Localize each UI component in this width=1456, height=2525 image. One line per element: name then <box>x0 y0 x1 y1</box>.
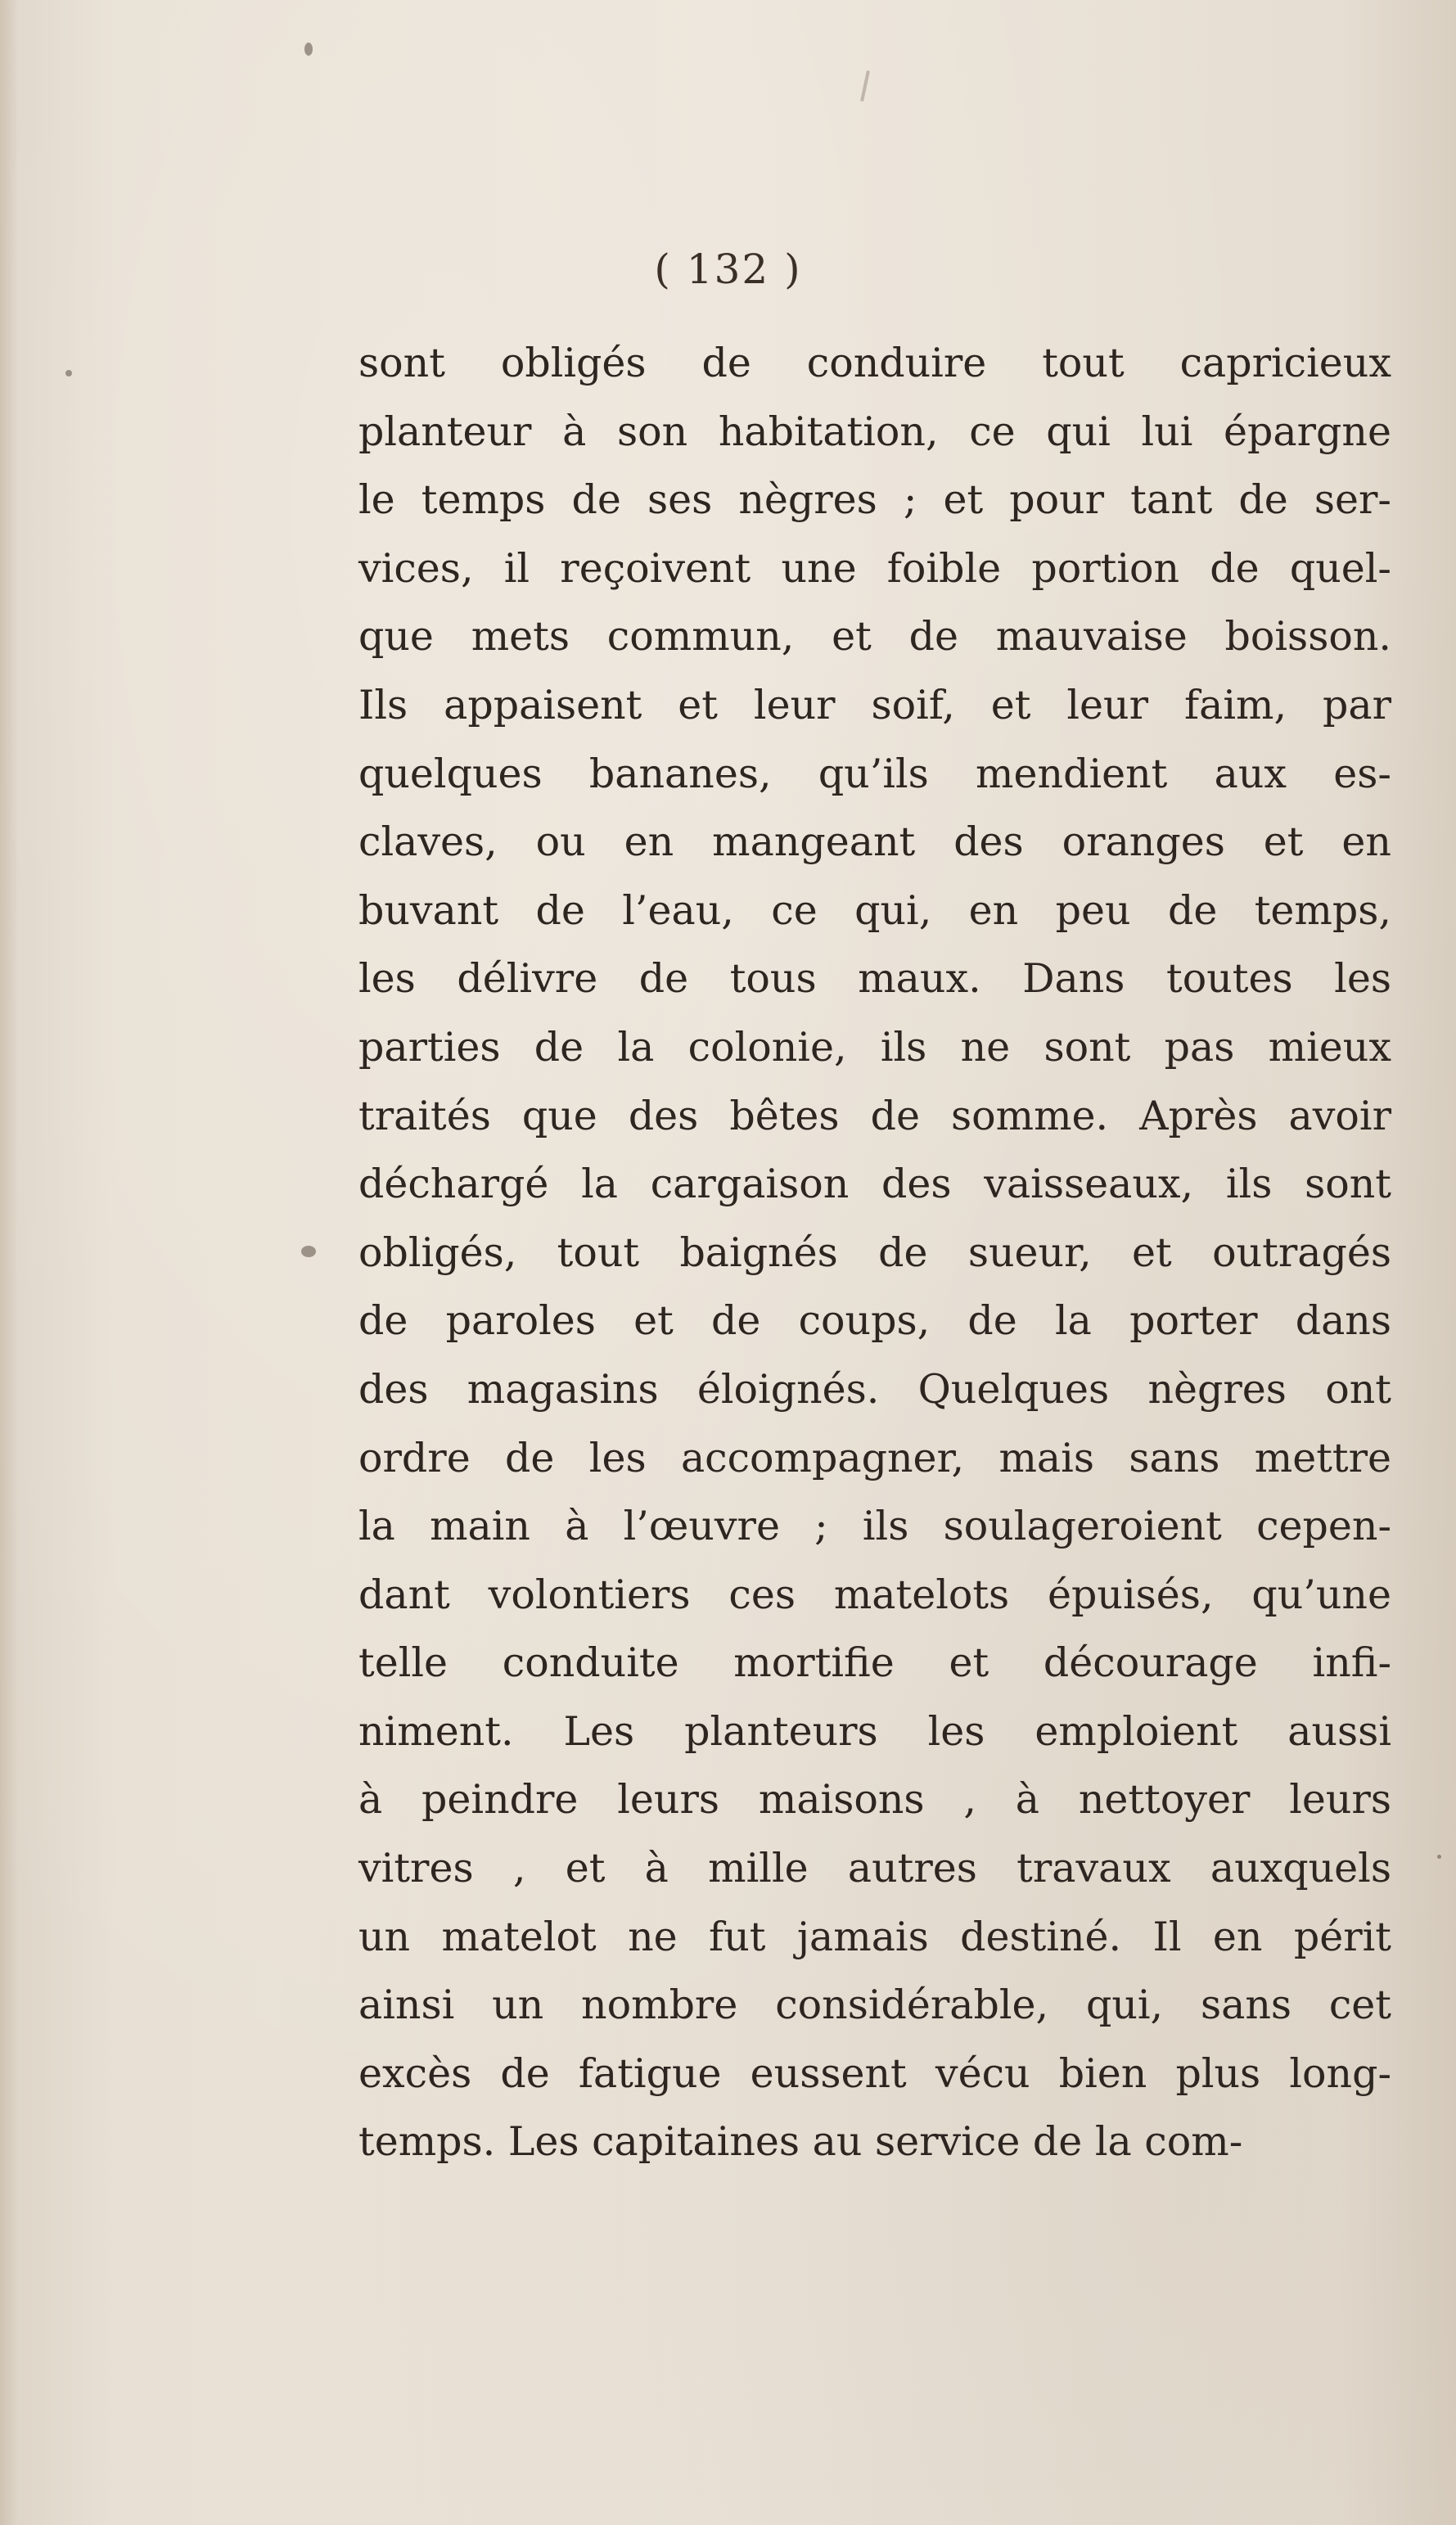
text-line: parties de la colonie, ils ne sont pas mieux <box>358 1023 1391 1071</box>
page-number: ( 132 ) <box>654 246 802 293</box>
ink-speck <box>1437 1855 1441 1859</box>
text-line: claves, ou en mangeant des oranges et en <box>358 818 1391 866</box>
text-line: un matelot ne fut jamais destiné. Il en périt <box>358 1913 1391 1960</box>
text-line: de paroles et de coups, de la porter dans <box>358 1297 1391 1345</box>
text-line: que mets commun, et de mauvaise boisson. <box>358 613 1391 661</box>
text-line: la main à l’œuvre ; ils soulageroient cepen- <box>358 1503 1391 1550</box>
text-line: sont obligés de conduire tout capricieux <box>358 340 1391 386</box>
text-line: traités que des bêtes de somme. Après avoir <box>358 1092 1391 1139</box>
text-line: ainsi un nombre considérable, qui, sans cet <box>358 1982 1391 2029</box>
text-line: dant volontiers ces matelots épuisés, qu’une <box>358 1571 1391 1618</box>
text-line: déchargé la cargaison des vaisseaux, ils sont <box>358 1161 1391 1208</box>
ink-speck <box>65 370 72 376</box>
text-line: des magasins éloignés. Quelques nègres ont <box>358 1365 1391 1413</box>
body-text <box>358 329 1391 2176</box>
ink-speck <box>304 43 313 56</box>
text-line: niment. Les planteurs les emploient aussi <box>358 1707 1391 1755</box>
ink-speck <box>301 1246 316 1257</box>
text-line: planteur à son habitation, ce qui lui épargne <box>358 408 1391 455</box>
page-edge-shadow <box>0 0 18 2525</box>
text-line: vitres , et à mille autres travaux auxquels <box>358 1845 1391 1892</box>
text-line: vices, il reçoivent une foible portion de quel- <box>358 544 1391 592</box>
paper-mark <box>860 70 870 101</box>
text-line: quelques bananes, qu’ils mendient aux es- <box>358 750 1391 797</box>
text-line: excès de fatigue eussent vécu bien plus long- <box>358 2049 1391 2097</box>
text-line: à peindre leurs maisons , à nettoyer leurs <box>358 1776 1391 1824</box>
text-line: les délivre de tous maux. Dans toutes les <box>358 955 1391 1003</box>
text-line: temps. Les capitaines au service de la com- <box>358 2118 1243 2166</box>
text-line: buvant de l’eau, ce qui, en peu de temps, <box>358 886 1391 934</box>
text-line: telle conduite mortifie et décourage infi- <box>358 1639 1391 1687</box>
text-line: obligés, tout baignés de sueur, et outragés <box>358 1229 1391 1276</box>
text-line: ordre de les accompagner, mais sans mettre <box>358 1434 1391 1481</box>
text-line: Ils appaisent et leur soif, et leur faim, par <box>358 681 1391 728</box>
text-line: le temps de ses nègres ; et pour tant de ser- <box>358 476 1391 524</box>
